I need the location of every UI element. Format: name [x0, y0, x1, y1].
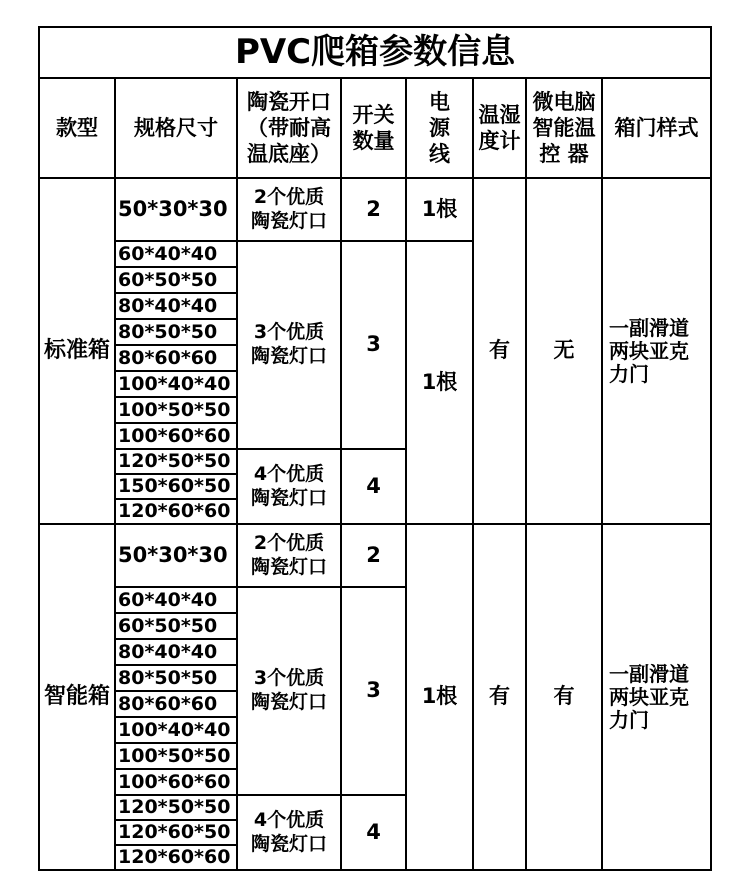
hygrometer-cell: 有	[473, 524, 526, 870]
size-cell: 120*60*60	[115, 845, 237, 870]
model-smart: 智能箱	[39, 524, 115, 870]
size-cell: 60*40*40	[115, 587, 237, 613]
size-cell: 80*50*50	[115, 665, 237, 691]
size-cell: 60*50*50	[115, 267, 237, 293]
switch-cell: 3	[341, 587, 406, 795]
header-model: 款型	[39, 78, 115, 178]
lamp-cell: 2个优质 陶瓷灯口	[237, 524, 341, 587]
door-cell: 一副滑道 两块亚克 力门	[602, 524, 711, 870]
size-cell: 100*50*50	[115, 397, 237, 423]
size-cell: 120*60*60	[115, 499, 237, 524]
switch-cell: 3	[341, 241, 406, 449]
switch-cell: 2	[341, 178, 406, 241]
thermostat-cell: 无	[526, 178, 602, 524]
size-cell: 100*60*60	[115, 423, 237, 449]
switch-cell: 2	[341, 524, 406, 587]
header-size: 规格尺寸	[115, 78, 237, 178]
size-cell: 80*40*40	[115, 293, 237, 319]
size-cell: 100*60*60	[115, 769, 237, 795]
size-cell: 100*40*40	[115, 717, 237, 743]
header-hygrometer: 温湿 度计	[473, 78, 526, 178]
power-cell: 1根	[406, 241, 473, 524]
size-cell: 50*30*30	[115, 178, 237, 241]
header-lamp: 陶瓷开口 （带耐高 温底座）	[237, 78, 341, 178]
size-cell: 120*50*50	[115, 795, 237, 820]
size-cell: 80*40*40	[115, 639, 237, 665]
lamp-cell: 4个优质 陶瓷灯口	[237, 795, 341, 870]
size-cell: 150*60*50	[115, 474, 237, 499]
size-cell: 100*50*50	[115, 743, 237, 769]
size-cell: 60*40*40	[115, 241, 237, 267]
lamp-cell: 3个优质 陶瓷灯口	[237, 587, 341, 795]
power-cell: 1根	[406, 524, 473, 870]
thermostat-cell: 有	[526, 524, 602, 870]
size-cell: 80*60*60	[115, 345, 237, 371]
switch-cell: 4	[341, 795, 406, 870]
size-cell: 80*60*60	[115, 691, 237, 717]
header-row	[39, 78, 711, 178]
header-power: 电 源 线	[406, 78, 473, 178]
header-thermostat: 微电脑 智能温 控 器	[526, 78, 602, 178]
size-cell: 80*50*50	[115, 319, 237, 345]
header-switch: 开关 数量	[341, 78, 406, 178]
door-cell: 一副滑道 两块亚克 力门	[602, 178, 711, 524]
size-cell: 120*50*50	[115, 449, 237, 474]
hygrometer-cell: 有	[473, 178, 526, 524]
size-cell: 50*30*30	[115, 524, 237, 587]
header-door: 箱门样式	[602, 78, 711, 178]
table-title: PVC爬箱参数信息	[39, 27, 711, 78]
size-cell: 60*50*50	[115, 613, 237, 639]
lamp-cell: 4个优质 陶瓷灯口	[237, 449, 341, 524]
spec-table	[38, 26, 712, 871]
power-cell: 1根	[406, 178, 473, 241]
model-standard: 标准箱	[39, 178, 115, 524]
lamp-cell: 2个优质 陶瓷灯口	[237, 178, 341, 241]
size-cell: 100*40*40	[115, 371, 237, 397]
lamp-cell: 3个优质 陶瓷灯口	[237, 241, 341, 449]
switch-cell: 4	[341, 449, 406, 524]
size-cell: 120*60*50	[115, 820, 237, 845]
